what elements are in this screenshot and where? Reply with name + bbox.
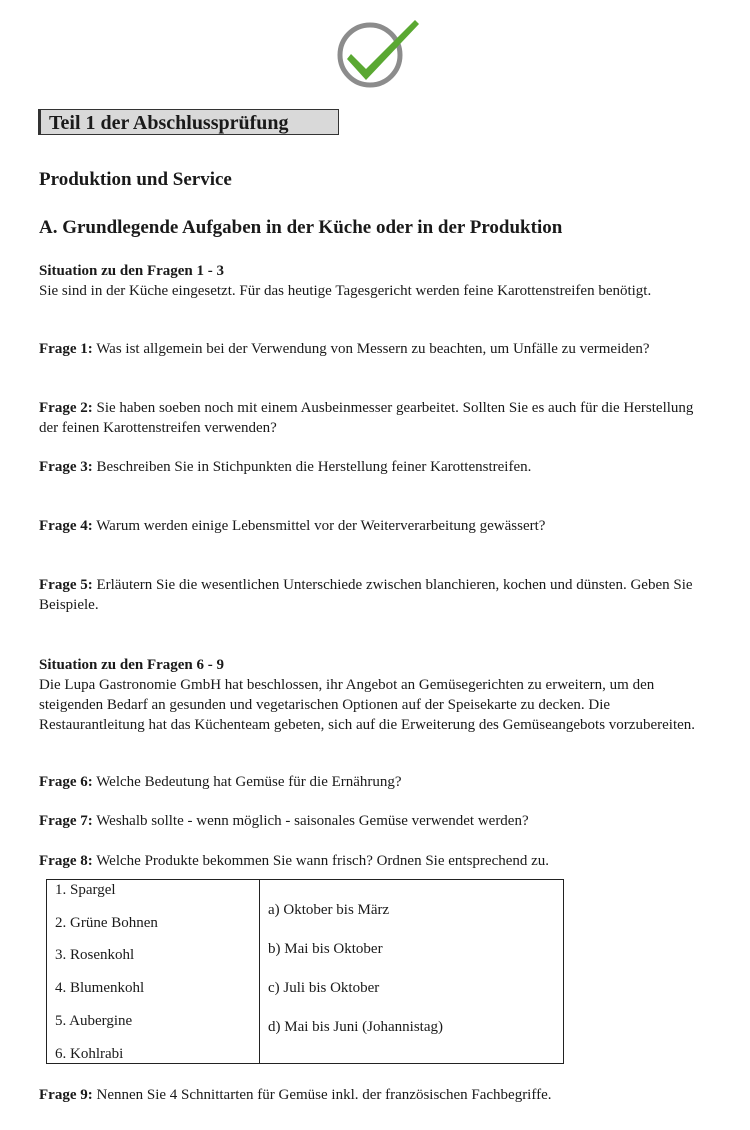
question-1 xyxy=(39,339,709,359)
question-2 xyxy=(39,398,709,438)
question-text: Was ist allgemein bei der Verwendung von Messern zu beachten, um Unfälle zu vermeiden? xyxy=(96,341,650,357)
question-label: Frage 7: xyxy=(39,813,93,829)
situation-2-text: Die Lupa Gastronomie GmbH hat beschlossen, ihr Angebot an Gemüsegerichten zu erweitern, um den steigenden Bedarf an gesunden und vegetarischen Optionen auf der Speisekarte zu decken. Die Restaurantleitung hat das Küchenteam gebeten, sich auf die Erweiterung des Gemüseangebots vorzubereiten. xyxy=(39,677,696,733)
question-label: Frage 1: xyxy=(39,341,93,357)
product-item: 6. Kohlrabi xyxy=(55,1046,124,1062)
question-text: Nennen Sie 4 Schnittarten für Gemüse inkl. der französischen Fachbegriffe. xyxy=(96,1087,552,1103)
situation-2-heading: Situation zu den Fragen 6 - 9 xyxy=(39,657,225,673)
subsection-title: A. Grundlegende Aufgaben in der Küche oder in der Produktion xyxy=(39,217,563,238)
product-item: 4. Blumenkohl xyxy=(55,980,145,996)
season-item: b) Mai bis Oktober xyxy=(268,941,383,957)
question-6 xyxy=(39,772,709,792)
product-item: 2. Grüne Bohnen xyxy=(55,915,158,931)
question-text: Welche Produkte bekommen Sie wann frisch? Ordnen Sie entsprechend zu. xyxy=(96,853,550,869)
exam-part-title: Teil 1 der Abschlussprüfung xyxy=(38,109,339,135)
question-label: Frage 3: xyxy=(39,459,93,475)
situation-1-heading: Situation zu den Fragen 1 - 3 xyxy=(39,263,225,279)
section-title: Produktion und Service xyxy=(39,169,232,190)
question-text: Welche Bedeutung hat Gemüse für die Ernährung? xyxy=(96,774,402,790)
question-8 xyxy=(39,851,709,871)
season-item: a) Oktober bis März xyxy=(268,902,390,918)
question-5 xyxy=(39,575,709,615)
question-text: Erläutern Sie die wesentlichen Unterschiede zwischen blanchieren, kochen und dünsten. Geben Sie Beispiele. xyxy=(39,577,693,613)
question-label: Frage 9: xyxy=(39,1087,93,1103)
question-9 xyxy=(39,1085,709,1105)
seasons-column xyxy=(260,880,564,1064)
question-label: Frage 2: xyxy=(39,400,93,416)
question-text: Weshalb sollte - wenn möglich - saisonales Gemüse verwendet werden? xyxy=(96,813,529,829)
question-4 xyxy=(39,516,709,536)
question-label: Frage 5: xyxy=(39,577,93,593)
matching-table xyxy=(46,879,564,1064)
products-column xyxy=(47,880,260,1064)
question-label: Frage 6: xyxy=(39,774,93,790)
season-item: c) Juli bis Oktober xyxy=(268,980,380,996)
question-text: Sie haben soeben noch mit einem Ausbeinmesser gearbeitet. Sollten Sie es auch für die Herstellung der feinen Karottenstreifen verwenden? xyxy=(39,400,694,436)
question-text: Beschreiben Sie in Stichpunkten die Herstellung feiner Karottenstreifen. xyxy=(96,459,532,475)
situation-1 xyxy=(39,261,709,301)
question-label: Frage 4: xyxy=(39,518,93,534)
season-item: d) Mai bis Juni (Johannistag) xyxy=(268,1019,443,1035)
situation-1-text: Sie sind in der Küche eingesetzt. Für das heutige Tagesgericht werden feine Karottenstreifen benötigt. xyxy=(39,283,652,299)
product-item: 1. Spargel xyxy=(55,882,116,898)
situation-2 xyxy=(39,655,709,735)
question-3 xyxy=(39,457,709,477)
checkmark-icon xyxy=(333,14,423,90)
product-item: 5. Aubergine xyxy=(55,1013,133,1029)
question-7 xyxy=(39,811,709,831)
product-item: 3. Rosenkohl xyxy=(55,947,135,963)
question-label: Frage 8: xyxy=(39,853,93,869)
question-text: Warum werden einige Lebensmittel vor der Weiterverarbeitung gewässert? xyxy=(96,518,546,534)
